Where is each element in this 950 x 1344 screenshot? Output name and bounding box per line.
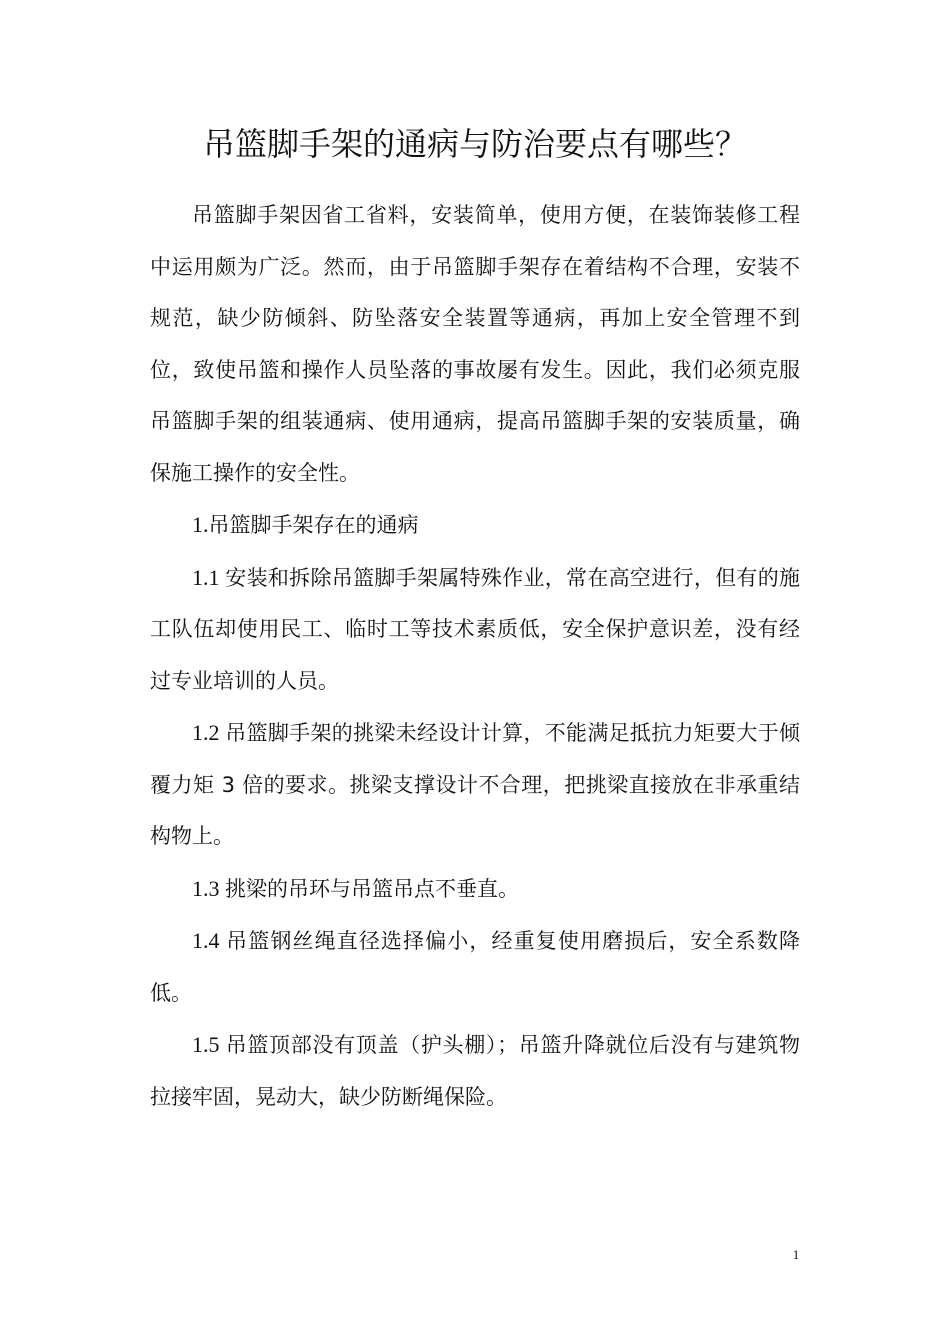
item-paragraph-1-1 xyxy=(150,552,800,708)
document-body xyxy=(150,190,800,1123)
item-text: 吊篮脚手架的挑梁未经设计计算，不能满足抵抗力矩要大于倾覆力矩 3 倍的要求。挑梁支撑设计不合理，把挑梁直接放在非承重结构物上。 xyxy=(150,721,800,848)
paragraph-text: 吊篮脚手架因省工省料，安装简单，使用方便，在装饰装修工程中运用颇为广泛。然而，由于吊篮脚手架存在着结构不合理，安装不规范，缺少防倾斜、防坠落安全装置等通病，再加上安全管理不到位，致使吊篮和操作人员坠落的事故屡有发生。因此，我们必须克服吊篮脚手架的组装通病、使用通病，提高吊篮脚手架的安装质量，确保施工操作的安全性。 xyxy=(150,203,800,485)
section-heading-1 xyxy=(150,499,800,552)
item-number: 1.5 xyxy=(192,1032,226,1057)
item-text: 安装和拆除吊篮脚手架属特殊作业，常在高空进行，但有的施工队伍却使用民工、临时工等技术素质低，安全保护意识差，没有经过专业培训的人员。 xyxy=(150,565,800,693)
intro-paragraph xyxy=(150,190,800,499)
item-paragraph-1-5 xyxy=(150,1019,800,1123)
item-text: 挑梁的吊环与吊篮吊点不垂直。 xyxy=(225,876,519,901)
item-text: 吊篮顶部没有顶盖（护头棚）；吊篮升降就位后没有与建筑物拉接牢固，晃动大，缺少防断绳保险。 xyxy=(150,1033,800,1109)
item-paragraph-1-3 xyxy=(150,863,800,916)
page-number: 1 xyxy=(792,1247,800,1262)
section-heading-text: 吊篮脚手架存在的通病 xyxy=(208,513,419,537)
document-title: 吊篮脚手架的通病与防治要点有哪些？ xyxy=(202,125,747,163)
item-number: 1.3 xyxy=(192,875,225,901)
item-number: 1.4 xyxy=(192,928,227,953)
item-text: 吊篮钢丝绳直径选择偏小，经重复使用磨损后，安全系数降低。 xyxy=(150,929,801,1005)
item-paragraph-1-4 xyxy=(150,915,800,1019)
item-paragraph-1-2 xyxy=(150,707,800,863)
section-number: 1. xyxy=(192,512,209,537)
item-number: 1.2 xyxy=(192,720,226,745)
item-number: 1.1 xyxy=(192,564,226,590)
